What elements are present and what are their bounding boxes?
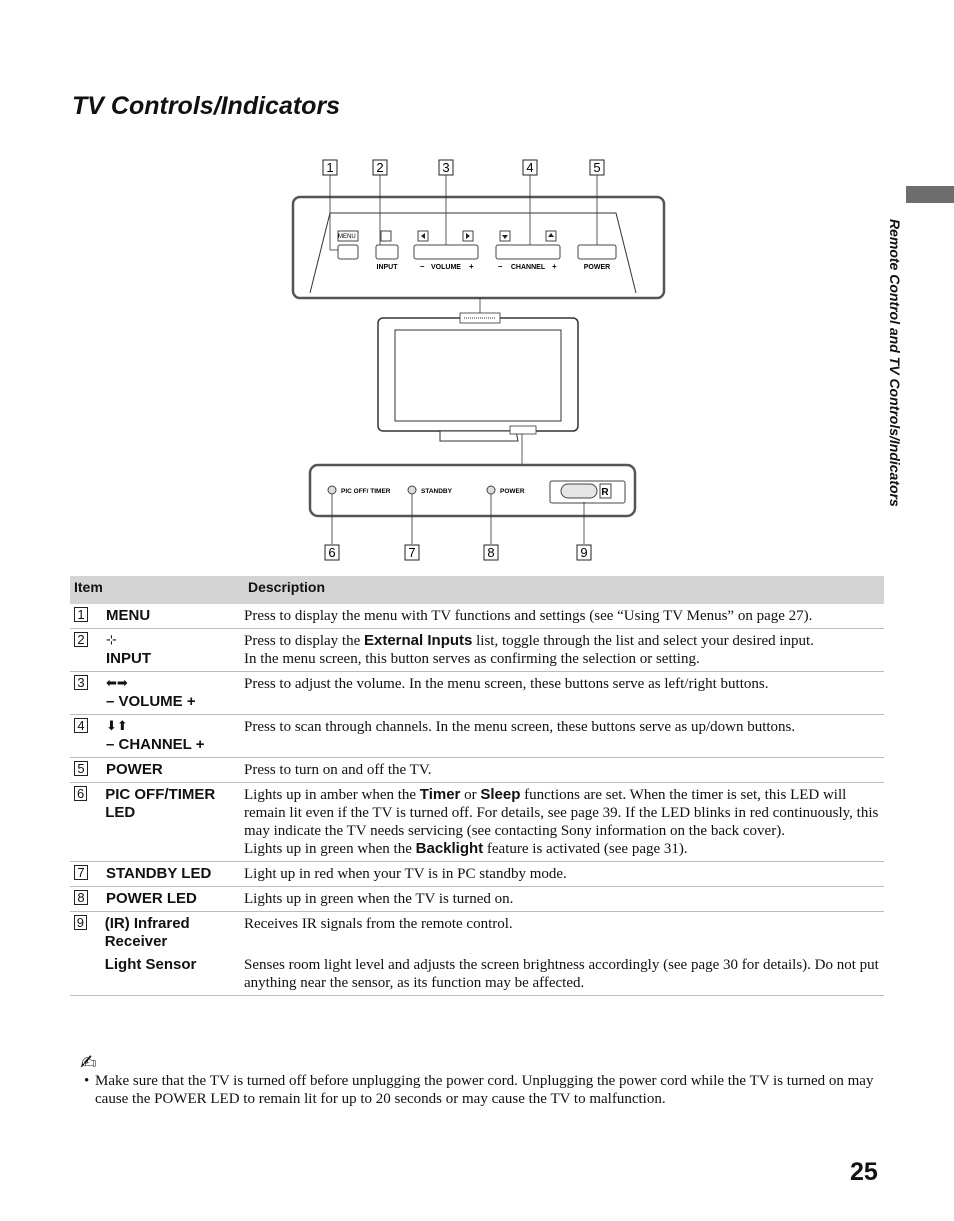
svg-text:STANDBY: STANDBY [421,488,452,495]
page-title: TV Controls/Indicators [72,92,341,120]
note-text: • Make sure that the TV is turned off before unplugging the power cord. Unplugging the power cord while the TV is turned on may cause the POWER LED to remain lit for up to 20 seconds or may cause the TV to malfunction. [84,1073,874,1107]
left-right-arrows-icon: ⬅➡ [106,676,128,691]
table-row [70,715,884,758]
table-header-row [70,576,884,604]
item-description: Press to display the menu with TV functions and settings (see “Using TV Menus” on page 27). [244,604,884,629]
item-label: (IR) Infrared Receiver [104,915,190,950]
table-row [70,912,884,996]
item-description: Lights up in amber when the Timer or Sleep functions are set. When the timer is set, this LED will remain lit even if the TV is turned off. For details, see page 39. If the LED blinks in red continuously, this may indicate the TV needs servicing (see contacting Sony information on the back cover). Lights up in green when the Backlight feature is activated (see page 31). [244,783,884,862]
svg-text:5: 5 [593,160,601,175]
svg-text:4: 4 [526,160,534,175]
callout-5 [590,160,604,175]
section-tab-marker [906,186,954,203]
item-label: – VOLUME + [106,693,196,710]
svg-text:8: 8 [487,545,495,560]
menu-button-drawing [338,231,358,259]
svg-text:+: + [469,262,474,271]
table-row [70,783,884,862]
item-number: 9 [74,915,87,930]
item-label-secondary: Light Sensor [104,956,197,973]
tv-controls-diagram [280,150,680,570]
svg-text:2: 2 [376,160,384,175]
bottom-indicator-panel [310,465,635,544]
svg-text:R: R [601,487,609,498]
item-label: – CHANNEL + [106,736,205,753]
svg-text:+: + [552,262,557,271]
header-description: Description [244,576,884,604]
svg-text:VOLUME: VOLUME [431,264,461,271]
top-control-panel [293,175,664,298]
item-number: 8 [74,890,88,905]
callout-1 [323,160,337,175]
item-label: STANDBY LED [106,865,212,882]
item-description: Press to scan through channels. In the menu screen, these buttons serve as up/down buttons. [244,715,884,758]
svg-text:POWER: POWER [500,488,525,495]
item-description: Press to display the External Inputs list, toggle through the list and select your desired input. In the menu screen, this button serves as confirming the selection or setting. [244,629,884,672]
item-label: INPUT [106,650,151,667]
item-label: MENU [106,607,151,624]
top-callouts [323,160,604,175]
side-section-label: Remote Control and TV Controls/Indicators [887,219,903,507]
item-label: POWER [106,761,163,778]
svg-text:MENU: MENU [338,234,356,240]
svg-text:3: 3 [442,160,450,175]
table-row [70,672,884,715]
callout-9 [577,545,591,560]
item-number: 7 [74,865,88,880]
item-number: 2 [74,632,88,647]
input-icon: ⊹ [106,633,117,648]
table-row [70,862,884,887]
item-description: Light up in red when your TV is in PC standby mode. [244,862,884,887]
svg-text:INPUT: INPUT [376,264,398,271]
table-row [70,629,884,672]
callout-6 [325,545,339,560]
table-row [70,604,884,629]
page-number: 25 [850,1158,878,1186]
item-number: 1 [74,607,88,622]
callout-2 [373,160,387,175]
svg-text:9: 9 [580,545,588,560]
header-item: Item [70,576,244,604]
item-description: Press to adjust the volume. In the menu screen, these buttons serve as left/right buttons. [244,672,884,715]
callout-3 [439,160,453,175]
tv-drawing [378,313,578,441]
callout-7 [405,545,419,560]
table-row [70,758,884,783]
callout-8 [484,545,498,560]
item-label: PIC OFF/TIMER LED [105,786,216,821]
item-label: POWER LED [106,890,197,907]
item-description: Press to turn on and off the TV. [244,758,884,783]
svg-text:CHANNEL: CHANNEL [510,264,546,271]
svg-text:PIC OFF/ TIMER: PIC OFF/ TIMER [341,488,391,495]
item-description: Lights up in green when the TV is turned on. [244,887,884,912]
svg-text:6: 6 [328,545,336,560]
svg-text:7: 7 [408,545,416,560]
item-description: Receives IR signals from the remote control. Senses room light level and adjusts the screen brightness accordingly (see page 30 for details). Do not put anything near the sensor, as its function may be affected. [244,912,884,996]
svg-text:1: 1 [326,160,334,175]
up-down-arrows-icon: ⬇⬆ [106,719,128,734]
callout-4 [523,160,537,175]
table-row [70,887,884,912]
item-number: 4 [74,718,88,733]
item-number: 6 [74,786,87,801]
svg-text:–: – [498,262,503,271]
svg-text:–: – [420,262,425,271]
controls-table [70,576,884,996]
note-pencil-icon: ✍ [80,1050,97,1074]
bottom-callouts [325,545,591,560]
item-number: 5 [74,761,88,776]
item-number: 3 [74,675,88,690]
svg-text:POWER: POWER [583,264,611,271]
